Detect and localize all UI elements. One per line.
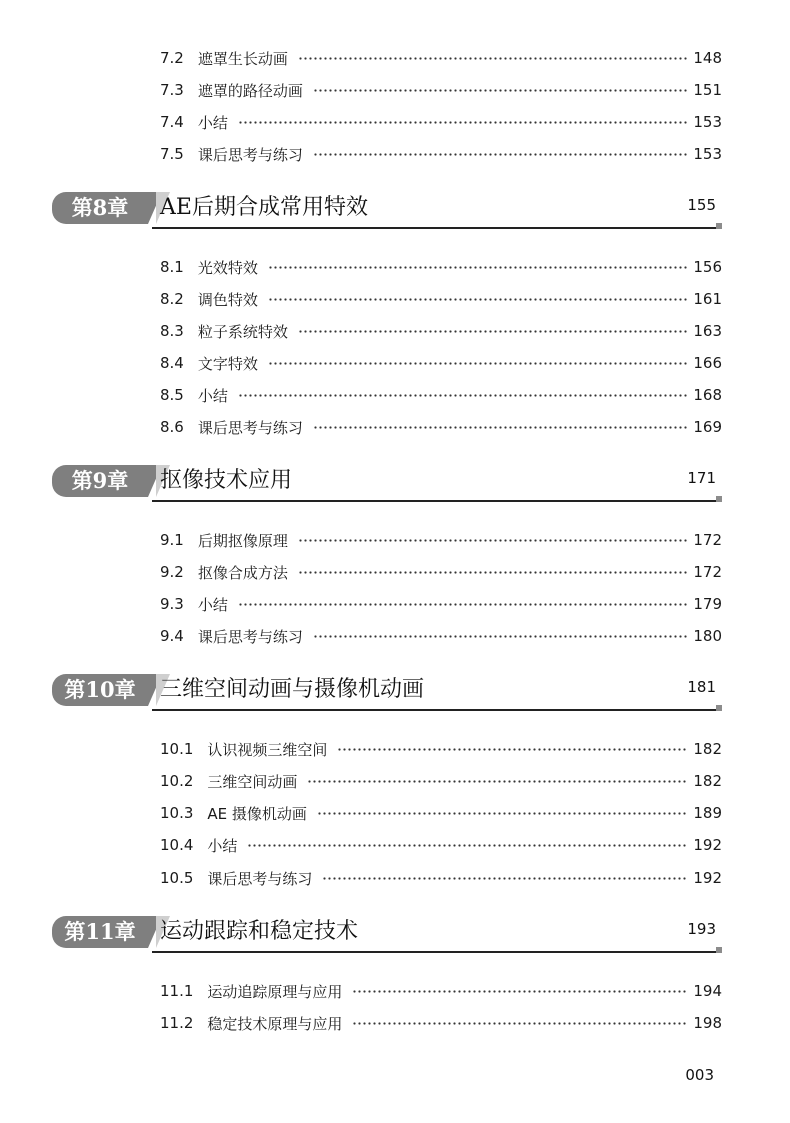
section-page: 192: [693, 869, 722, 887]
dot-leader: [238, 110, 687, 134]
section-title: 课后思考与练习: [197, 418, 303, 437]
toc-entry[interactable]: [160, 769, 722, 793]
section-number: 10.4: [160, 836, 194, 854]
chapter-number-badge: 第8章: [52, 192, 148, 224]
dot-leader: [238, 383, 687, 407]
dot-leader: [322, 866, 687, 890]
section-number: 7.5: [160, 145, 184, 163]
section-page: 172: [693, 563, 722, 581]
dot-leader: [307, 769, 687, 793]
section-page: 168: [693, 386, 722, 404]
section-title: 遮罩生长动画: [197, 49, 288, 68]
section-number: 7.4: [160, 113, 184, 131]
chapter-page: 155: [687, 196, 716, 214]
dot-leader: [298, 319, 687, 343]
section-number: 8.4: [160, 354, 184, 372]
section-page: 153: [693, 145, 722, 163]
section-page: 156: [693, 258, 722, 276]
dot-leader: [317, 801, 687, 825]
toc-entry[interactable]: [160, 528, 722, 552]
section-number: 7.3: [160, 81, 184, 99]
section-title: 后期抠像原理: [197, 531, 288, 550]
dot-leader: [268, 287, 687, 311]
toc-entry[interactable]: [160, 287, 722, 311]
section-title: 光效特效: [197, 258, 258, 277]
section-number: 10.3: [160, 804, 194, 822]
toc-entry[interactable]: [160, 142, 722, 166]
rule-end-mark: [716, 705, 722, 711]
chapter-rule: [152, 709, 722, 711]
chapter-title: 抠像技术应用: [160, 468, 293, 493]
toc-entry[interactable]: [160, 415, 722, 439]
section-page: 161: [693, 290, 722, 308]
chapter-page: 181: [687, 678, 716, 696]
dot-leader: [313, 78, 687, 102]
section-number: 8.6: [160, 418, 184, 436]
section-number: 8.3: [160, 322, 184, 340]
section-title: 课后思考与练习: [197, 145, 303, 164]
section-number: 8.5: [160, 386, 184, 404]
section-title: 遮罩的路径动画: [197, 81, 303, 100]
chapter-heading[interactable]: [52, 463, 722, 503]
page-number: 003: [685, 1066, 714, 1084]
dot-leader: [268, 255, 687, 279]
dot-leader: [352, 979, 687, 1003]
section-number: 9.1: [160, 531, 184, 549]
chapter-rule: [152, 500, 722, 502]
toc-entry[interactable]: [160, 78, 722, 102]
section-page: 169: [693, 418, 722, 436]
section-title: 抠像合成方法: [197, 563, 288, 582]
section-title: AE 摄像机动画: [207, 804, 307, 823]
section-number: 9.4: [160, 627, 184, 645]
section-title: 文字特效: [197, 354, 258, 373]
section-page: 179: [693, 595, 722, 613]
toc-entry[interactable]: [160, 46, 722, 70]
toc-entry[interactable]: [160, 592, 722, 616]
chapter-rule: [152, 227, 722, 229]
dot-leader: [298, 46, 687, 70]
toc-entry[interactable]: [160, 866, 722, 890]
toc-entry[interactable]: [160, 110, 722, 134]
section-page: 148: [693, 49, 722, 67]
chapter-heading[interactable]: [52, 914, 722, 954]
chapter-number-badge: 第11章: [52, 916, 148, 948]
section-title: 课后思考与练习: [207, 869, 313, 888]
section-page: 180: [693, 627, 722, 645]
toc-entry[interactable]: [160, 255, 722, 279]
rule-end-mark: [716, 223, 722, 229]
rule-end-mark: [716, 496, 722, 502]
section-title: 课后思考与练习: [197, 627, 303, 646]
chapter-title: 运动跟踪和稳定技术: [160, 919, 359, 944]
dot-leader: [268, 351, 687, 375]
toc-entry[interactable]: [160, 319, 722, 343]
section-page: 151: [693, 81, 722, 99]
dot-leader: [238, 592, 687, 616]
section-title: 稳定技术原理与应用: [207, 1014, 343, 1033]
dot-leader: [352, 1011, 687, 1035]
section-page: 198: [693, 1014, 722, 1032]
dot-leader: [337, 737, 687, 761]
section-number: 10.2: [160, 772, 194, 790]
section-page: 172: [693, 531, 722, 549]
section-number: 7.2: [160, 49, 184, 67]
chapter-number-badge: 第10章: [52, 674, 148, 706]
section-number: 10.5: [160, 869, 194, 887]
section-number: 8.1: [160, 258, 184, 276]
toc-entry[interactable]: [160, 383, 722, 407]
chapter-number-badge: 第9章: [52, 465, 148, 497]
section-number: 11.1: [160, 982, 194, 1000]
section-number: 10.1: [160, 740, 194, 758]
rule-end-mark: [716, 947, 722, 953]
dot-leader: [313, 624, 687, 648]
section-title: 小结: [197, 386, 228, 405]
chapter-page: 193: [687, 920, 716, 938]
toc-entry[interactable]: [160, 624, 722, 648]
section-title: 认识视频三维空间: [207, 740, 328, 759]
toc-entry[interactable]: [160, 737, 722, 761]
section-page: 182: [693, 772, 722, 790]
dot-leader: [313, 415, 687, 439]
dot-leader: [298, 560, 687, 584]
section-page: 166: [693, 354, 722, 372]
toc-entry[interactable]: [160, 801, 722, 825]
section-number: 9.3: [160, 595, 184, 613]
section-page: 189: [693, 804, 722, 822]
chapter-heading[interactable]: [52, 672, 722, 712]
dot-leader: [298, 528, 687, 552]
section-title: 调色特效: [197, 290, 258, 309]
section-title: 粒子系统特效: [197, 322, 288, 341]
section-title: 小结: [197, 595, 228, 614]
section-number: 8.2: [160, 290, 184, 308]
section-page: 194: [693, 982, 722, 1000]
section-number: 11.2: [160, 1014, 194, 1032]
toc-entry[interactable]: [160, 1011, 722, 1035]
section-title: 小结: [197, 113, 228, 132]
chapter-rule: [152, 951, 722, 953]
chapter-heading[interactable]: [52, 190, 722, 230]
toc-entry[interactable]: [160, 833, 722, 857]
toc-entry[interactable]: [160, 351, 722, 375]
section-page: 153: [693, 113, 722, 131]
toc-entry[interactable]: [160, 560, 722, 584]
section-title: 三维空间动画: [207, 772, 298, 791]
toc-entry[interactable]: [160, 979, 722, 1003]
chapter-title: 三维空间动画与摄像机动画: [160, 677, 425, 702]
section-page: 192: [693, 836, 722, 854]
dot-leader: [247, 833, 687, 857]
chapter-page: 171: [687, 469, 716, 487]
section-page: 182: [693, 740, 722, 758]
chapter-title: AE后期合成常用特效: [160, 195, 368, 220]
section-page: 163: [693, 322, 722, 340]
section-title: 小结: [207, 836, 238, 855]
section-number: 9.2: [160, 563, 184, 581]
dot-leader: [313, 142, 687, 166]
section-title: 运动追踪原理与应用: [207, 982, 343, 1001]
